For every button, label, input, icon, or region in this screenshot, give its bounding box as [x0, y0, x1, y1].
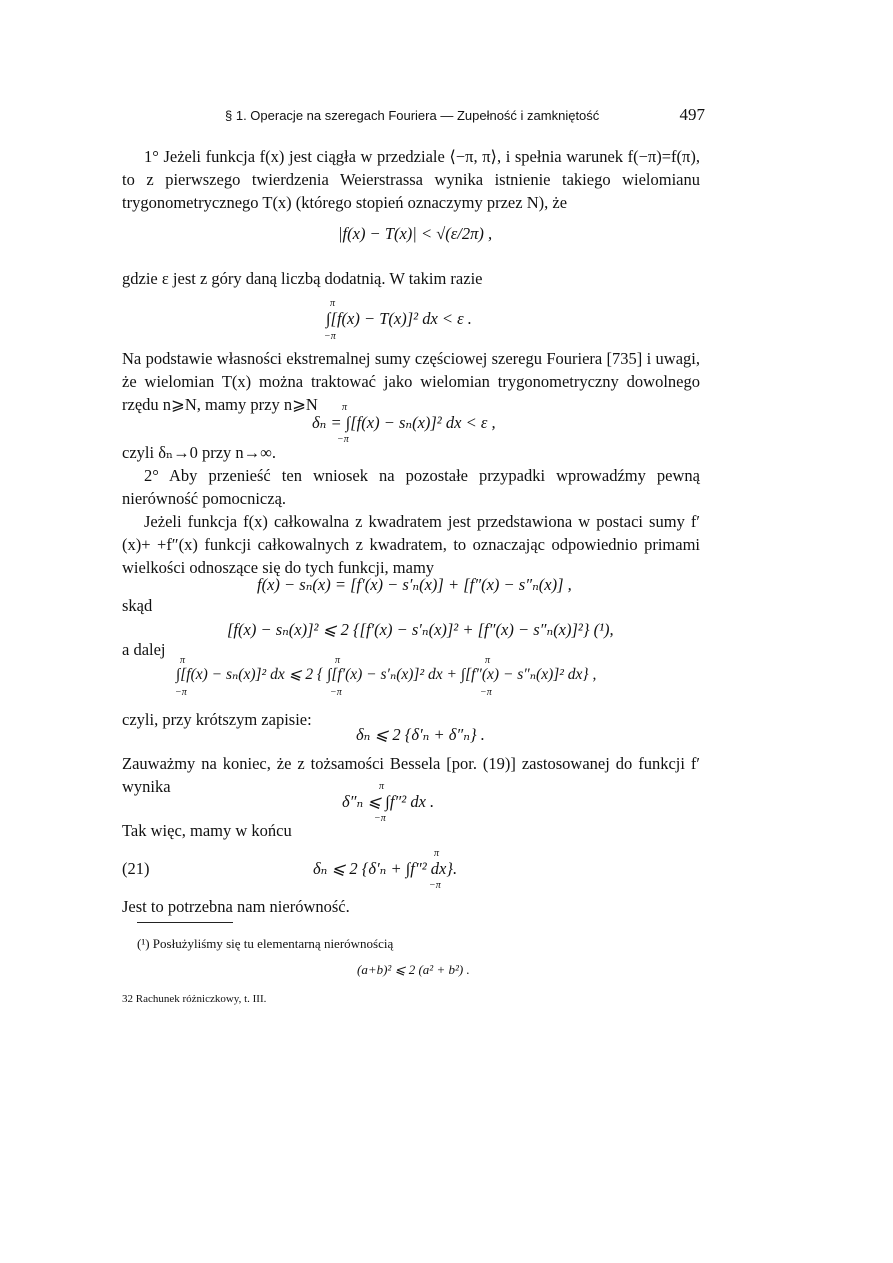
paragraph-11: Tak więc, mamy w końcu	[122, 821, 292, 840]
equation-2: ∫[f(x) − T(x)]² dx < ε .	[326, 309, 472, 328]
paragraph-5: 2° Aby przenieść ten wniosek na pozostałe przypadki wprowadźmy pewną nierówność pomocniczą.	[122, 466, 700, 508]
paragraph-12: Jest to potrzebna nam nierówność.	[122, 897, 350, 916]
eq6-upper-limit-3: π	[485, 655, 491, 666]
running-title: § 1. Operacje na szeregach Fouriera — Zupełność i zamkniętość	[225, 108, 600, 123]
footnote-divider	[137, 922, 233, 923]
page-number: 497	[679, 105, 705, 124]
eq8-upper-limit: π	[379, 781, 385, 792]
paragraph-10: Zauważmy na koniec, że z tożsamości Bessela [por. (19)] zastosowanej do funkcji f′ wynika	[122, 754, 700, 796]
footnote-formula: (a+b)² ⩽ 2 (a² + b²) .	[357, 962, 470, 977]
eq2-lower-limit: −π	[324, 331, 336, 342]
eq9-upper-limit: π	[434, 848, 440, 859]
eq6-upper-limit-2: π	[335, 655, 341, 666]
eq3-lower-limit: −π	[337, 434, 349, 445]
paragraph-6: Jeżeli funkcja f(x) całkowalna z kwadratem jest przedstawiona w postaci sumy f′(x)+ +f″(x) funkcji całkowalnych z kwadratem, to oznaczając odpowiednio primami wielkości odnoszące się do tych funkcji, mamy	[122, 512, 700, 577]
eq3-upper-limit: π	[342, 402, 348, 413]
paragraph-2: gdzie ε jest z góry daną liczbą dodatnią. W takim razie	[122, 269, 483, 288]
eq6-lower-limit-2: −π	[330, 687, 342, 698]
equation-number-21: (21)	[122, 859, 150, 878]
paragraph-7: skąd	[122, 596, 153, 615]
equation-3: δₙ = ∫[f(x) − sₙ(x)]² dx < ε ,	[312, 413, 496, 432]
equation-4: f(x) − sₙ(x) = [f′(x) − s′ₙ(x)] + [f″(x) − s″ₙ(x)] ,	[257, 575, 572, 594]
equation-6: ∫[f(x) − sₙ(x)]² dx ⩽ 2 { ∫[f′(x) − s′ₙ(x)]² dx + ∫[f″(x) − s″ₙ(x)]² dx} ,	[176, 666, 597, 683]
equation-9: δₙ ⩽ 2 {δ′ₙ + ∫f″² dx}.	[313, 859, 458, 878]
equation-7: δₙ ⩽ 2 {δ′ₙ + δ″ₙ} .	[356, 725, 485, 744]
equation-1: |f(x) − T(x)| < √(ε/2π) ,	[338, 224, 493, 243]
paragraph-3: Na podstawie własności ekstremalnej sumy częściowej szeregu Fouriera [735] i uwagi, że wielomian T(x) można traktować jako wielomian trygonometryczny dowolnego rzędu n⩾N, mamy przy n⩾N	[122, 349, 700, 414]
running-header	[225, 105, 705, 128]
eq2-upper-limit: π	[330, 298, 336, 309]
equation-5: [f(x) − sₙ(x)]² ⩽ 2 {[f′(x) − s′ₙ(x)]² + [f″(x) − s″ₙ(x)]²} (¹),	[227, 620, 614, 639]
paragraph-1: 1° Jeżeli funkcja f(x) jest ciągła w przedziale ⟨−π, π⟩, i spełnia warunek f(−π)=f(π), to z pierwszego twierdzenia Weierstrassa wynika istnienie takiego wielomianu trygonometrycznego T(x) (którego stopień oznaczymy przez N), że	[122, 147, 700, 212]
paragraph-9: czyli, przy krótszym zapisie:	[122, 710, 312, 729]
eq6-upper-limit-1: π	[180, 655, 186, 666]
signature-mark: 32 Rachunek różniczkowy, t. III.	[122, 993, 267, 1005]
eq9-lower-limit: −π	[429, 880, 441, 891]
paragraph-4: czyli δₙ→0 przy n→∞.	[122, 443, 277, 462]
eq6-lower-limit-3: −π	[480, 687, 492, 698]
paragraph-8: a dalej	[122, 640, 166, 659]
equation-8: δ″ₙ ⩽ ∫f″² dx .	[342, 792, 435, 811]
eq6-lower-limit-1: −π	[175, 687, 187, 698]
eq8-lower-limit: −π	[374, 813, 386, 824]
footnote-text: (¹) Posłużyliśmy się tu elementarną nierównością	[137, 936, 394, 951]
